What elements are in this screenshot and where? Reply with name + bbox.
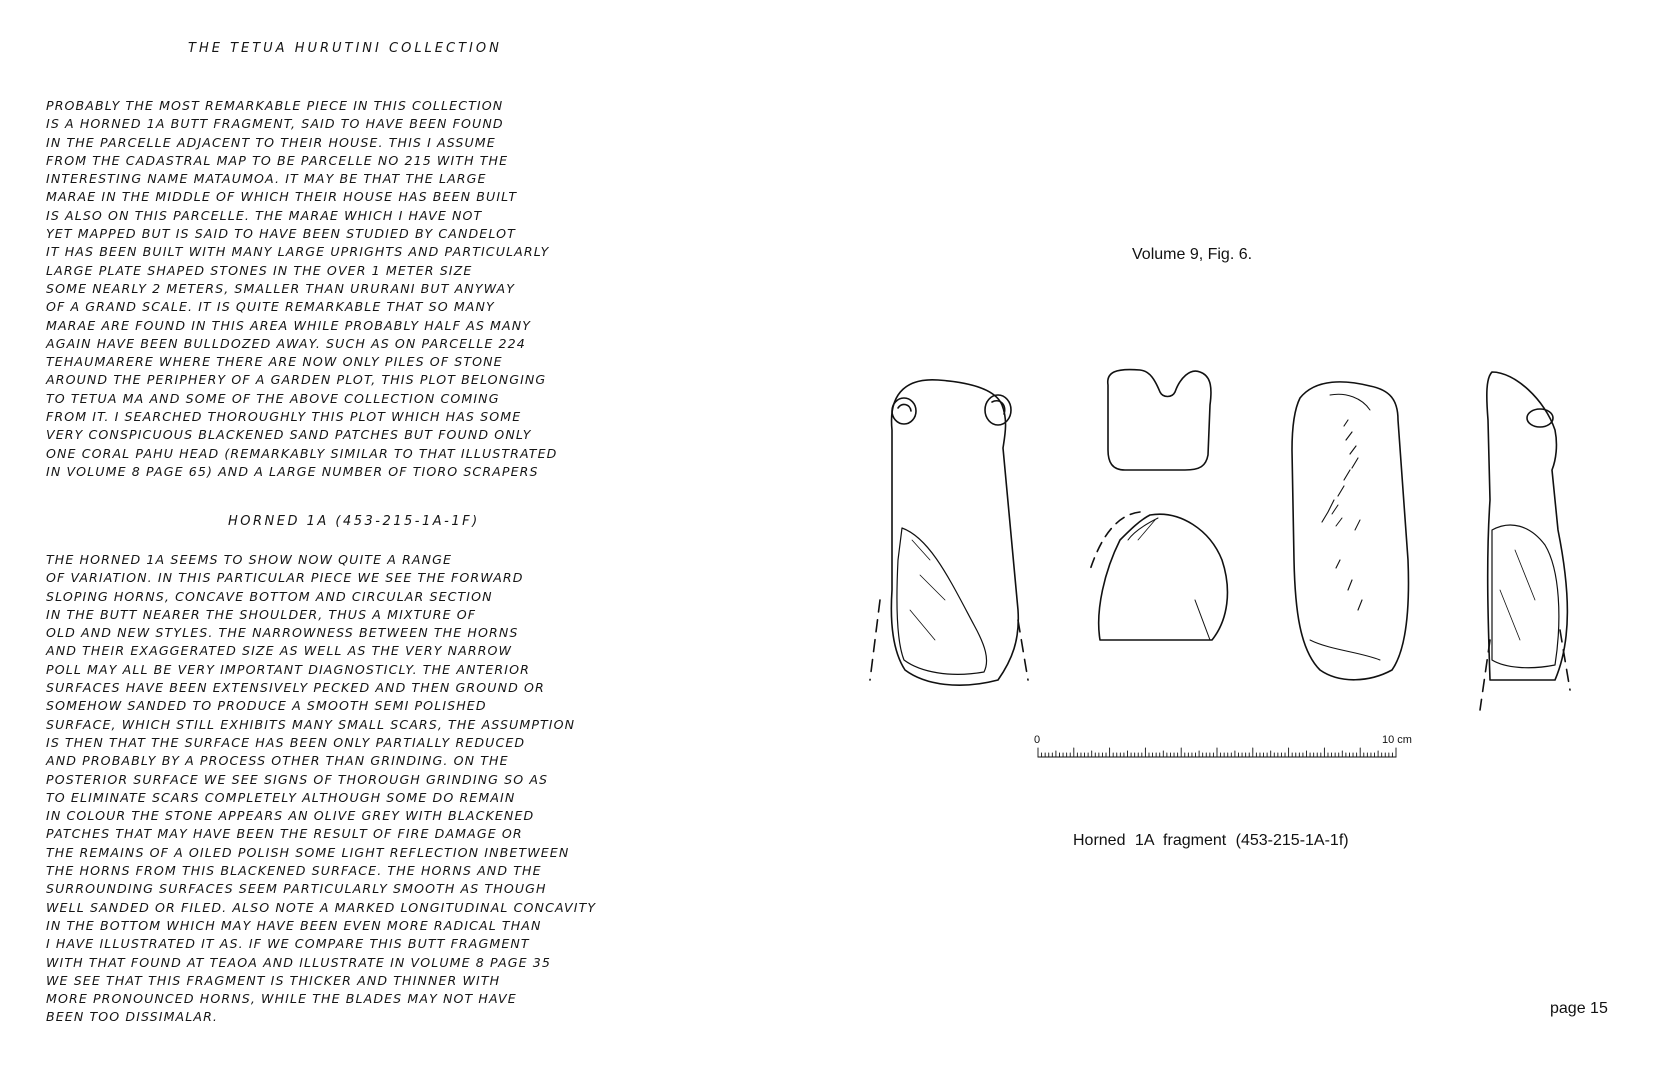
front-view-drawing <box>870 380 1028 685</box>
side-view-drawing <box>1292 382 1408 680</box>
text-line: SOME NEARLY 2 METERS, SMALLER THAN URURANI BUT ANYWAY <box>46 280 516 296</box>
text-line: LARGE PLATE SHAPED STONES IN THE OVER 1 METER SIZE <box>46 262 473 278</box>
text-line: FROM THE CADASTRAL MAP TO BE PARCELLE NO 215 WITH THE <box>46 152 509 168</box>
text-line: TO ELIMINATE SCARS COMPLETELY ALTHOUGH SOME DO REMAIN <box>46 789 516 805</box>
text-line: POLL MAY ALL BE VERY IMPORTANT DIAGNOSTICLY. THE ANTERIOR <box>46 661 530 677</box>
section-view-drawing <box>1090 512 1227 640</box>
scale-start-label: 0 <box>1034 734 1041 746</box>
text-line: THE HORNS FROM THIS BLACKENED SURFACE. THE HORNS AND THE <box>46 863 542 879</box>
text-line: IN VOLUME 8 PAGE 65) AND A LARGE NUMBER OF TIORO SCRAPERS <box>46 463 539 479</box>
text-line: BEEN TOO DISSIMALAR. <box>46 1009 219 1025</box>
text-line: SOMEHOW SANDED TO PRODUCE A SMOOTH SEMI POLISHED <box>46 698 487 714</box>
figure-caption: Horned 1A fragment (453-215-1A-1f) <box>1073 832 1349 849</box>
text-line: IN THE BUTT NEARER THE SHOULDER, THUS A MIXTURE OF <box>46 606 477 622</box>
text-line: IT HAS BEEN BUILT WITH MANY LARGE UPRIGHTS AND PARTICULARLY <box>46 244 550 260</box>
text-line: AND THEIR EXAGGERATED SIZE AS WELL AS THE VERY NARROW <box>46 643 513 659</box>
text-line: WELL SANDED OR FILED. ALSO NOTE A MARKED LONGITUDINAL CONCAVITY <box>46 899 597 915</box>
text-line: POSTERIOR SURFACE WE SEE SIGNS OF THOROUGH GRINDING SO AS <box>46 771 549 787</box>
text-line: TEHAUMARERE WHERE THERE ARE NOW ONLY PILES OF STONE <box>46 354 503 370</box>
text-line: IS ALSO ON THIS PARCELLE. THE MARAE WHICH I HAVE NOT <box>46 207 483 223</box>
page-number: page 15 <box>1550 1000 1608 1017</box>
text-line: IN COLOUR THE STONE APPEARS AN OLIVE GREY WITH BLACKENED <box>46 808 535 824</box>
text-line: MARAE IN THE MIDDLE OF WHICH THEIR HOUSE HAS BEEN BUILT <box>46 189 518 205</box>
text-line: IS A HORNED 1A BUTT FRAGMENT, SAID TO HAVE BEEN FOUND <box>46 116 504 132</box>
scale-end-label: 10 cm <box>1382 734 1412 746</box>
figure-reference: Volume 9, Fig. 6. <box>1132 246 1253 263</box>
text-line: YET MAPPED BUT IS SAID TO HAVE BEEN STUDIED BY CANDELOT <box>46 226 516 242</box>
text-line: AGAIN HAVE BEEN BULLDOZED AWAY. SUCH AS ON PARCELLE 224 <box>46 335 526 351</box>
text-line: INTERESTING NAME MATAUMOA. IT MAY BE THAT THE LARGE <box>46 171 487 187</box>
text-line: IS THEN THAT THE SURFACE HAS BEEN ONLY PARTIALLY REDUCED <box>46 734 526 750</box>
text-line: MORE PRONOUNCED HORNS, WHILE THE BLADES MAY NOT HAVE <box>46 991 517 1007</box>
text-line: SLOPING HORNS, CONCAVE BOTTOM AND CIRCULAR SECTION <box>46 588 493 604</box>
text-line: AND PROBABLY BY A PROCESS OTHER THAN GRINDING. ON THE <box>46 753 509 769</box>
text-line: TO TETUA MA AND SOME OF THE ABOVE COLLECTION COMING <box>46 390 500 406</box>
text-line: THE REMAINS OF A OILED POLISH SOME LIGHT REFLECTION INBETWEEN <box>46 844 570 860</box>
text-line: SURFACE, WHICH STILL EXHIBITS MANY SMALL SCARS, THE ASSUMPTION <box>46 716 576 732</box>
top-view-drawing <box>1108 370 1211 470</box>
text-line: OF VARIATION. IN THIS PARTICULAR PIECE WE SEE THE FORWARD <box>46 570 524 586</box>
document-title: THE TETUA HURUTINI COLLECTION <box>188 41 502 56</box>
text-line: PROBABLY THE MOST REMARKABLE PIECE IN THIS COLLECTION <box>46 98 504 113</box>
text-line: WE SEE THAT THIS FRAGMENT IS THICKER AND THINNER WITH <box>46 972 501 988</box>
text-line: I HAVE ILLUSTRATED IT AS. IF WE COMPARE THIS BUTT FRAGMENT <box>46 936 530 952</box>
text-line: THE HORNED 1A SEEMS TO SHOW NOW QUITE A RANGE <box>46 552 453 567</box>
text-line: MARAE ARE FOUND IN THIS AREA WHILE PROBABLY HALF AS MANY <box>46 317 532 333</box>
text-line: OLD AND NEW STYLES. THE NARROWNESS BETWEEN THE HORNS <box>46 625 519 641</box>
scale-bar <box>1038 748 1396 757</box>
text-line: AROUND THE PERIPHERY OF A GARDEN PLOT, THIS PLOT BELONGING <box>46 372 547 388</box>
text-line: VERY CONSPICUOUS BLACKENED SAND PATCHES BUT FOUND ONLY <box>46 427 532 443</box>
section-heading: HORNED 1A (453-215-1A-1F) <box>228 514 480 529</box>
text-line: SURFACES HAVE BEEN EXTENSIVELY PECKED AND THEN GROUND OR <box>46 680 545 696</box>
text-line: IN THE BOTTOM WHICH MAY HAVE BEEN EVEN MORE RADICAL THAN <box>46 917 542 933</box>
text-line: SURROUNDING SURFACES SEEM PARTICULARLY SMOOTH AS THOUGH <box>46 881 547 897</box>
text-line: OF A GRAND SCALE. IT IS QUITE REMARKABLE THAT SO MANY <box>46 299 495 315</box>
text-line: PATCHES THAT MAY HAVE BEEN THE RESULT OF FIRE DAMAGE OR <box>46 826 523 842</box>
text-line: IN THE PARCELLE ADJACENT TO THEIR HOUSE. THIS I ASSUME <box>46 134 496 150</box>
text-line: WITH THAT FOUND AT TEAOA AND ILLUSTRATE IN VOLUME 8 PAGE 35 <box>46 954 552 970</box>
profile-view-drawing <box>1480 372 1570 710</box>
text-line: ONE CORAL PAHU HEAD (REMARKABLY SIMILAR TO THAT ILLUSTRATED <box>46 445 558 461</box>
text-line: FROM IT. I SEARCHED THOROUGHLY THIS PLOT WHICH HAS SOME <box>46 409 522 425</box>
